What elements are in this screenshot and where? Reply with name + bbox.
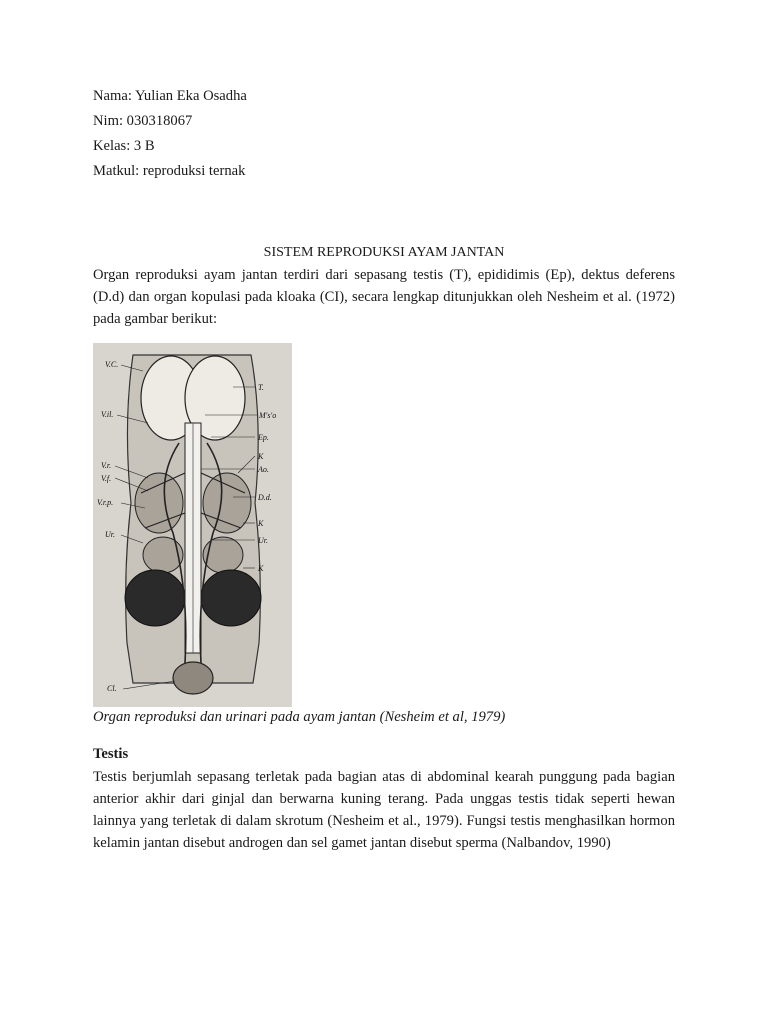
figure-label: V.r. <box>101 461 112 470</box>
figure-label: V.il. <box>101 410 114 419</box>
figure-label: V.f. <box>101 474 112 483</box>
testis-heading: Testis <box>93 746 129 762</box>
figure-label: Ao. <box>258 465 269 474</box>
figure-label: M's'o <box>259 411 277 420</box>
student-name: Nama: Yulian Eka Osadha <box>93 88 247 104</box>
course-name: Matkul: reproduksi ternak <box>93 163 246 179</box>
student-nim: Nim: 030318067 <box>93 113 193 129</box>
figure-label: V.C. <box>105 360 119 369</box>
figure-label: K <box>258 519 264 528</box>
figure-caption: Organ reproduksi dan urinari pada ayam jantan (Nesheim et al, 1979) <box>93 709 506 725</box>
anatomy-illustration <box>93 343 292 707</box>
reproductive-organ-figure <box>93 343 292 707</box>
section-title: SISTEM REPRODUKSI AYAM JANTAN <box>263 245 505 260</box>
figure-label: V.r.p. <box>97 498 114 507</box>
student-class: Kelas: 3 B <box>93 138 155 154</box>
testis-paragraph: Testis berjumlah sepasang terletak pada bagian atas di abdominal kearah punggung pada bagian anterior akhir dari ginjal dan berwarna kuning terang. Pada unggas testis tidak seperti hewan lainnya yang terletak di dalam skrotum (Nesheim et al., 1979). Fungsi testis menghasilkan hormon kelamin jantan disebut androgen dan sel gamet jantan disebut sperma (Nalbandov, 1990) <box>93 769 675 851</box>
figure-label: Ur. <box>105 530 116 539</box>
figure-label: Cl. <box>107 684 117 693</box>
figure-label: T. <box>258 383 264 392</box>
figure-label: K <box>258 452 264 461</box>
figure-label: K <box>258 564 264 573</box>
figure-label: Ur. <box>258 536 269 545</box>
figure-label: D.d. <box>258 493 272 502</box>
intro-paragraph: Organ reproduksi ayam jantan terdiri dari sepasang testis (T), epididimis (Ep), dektus deferens (D.d) dan organ kopulasi pada kloaka (CI), secara lengkap ditunjukkan oleh Nesheim et al. (1972) pada gambar berikut: <box>93 267 675 327</box>
figure-label: Ep. <box>258 433 269 442</box>
